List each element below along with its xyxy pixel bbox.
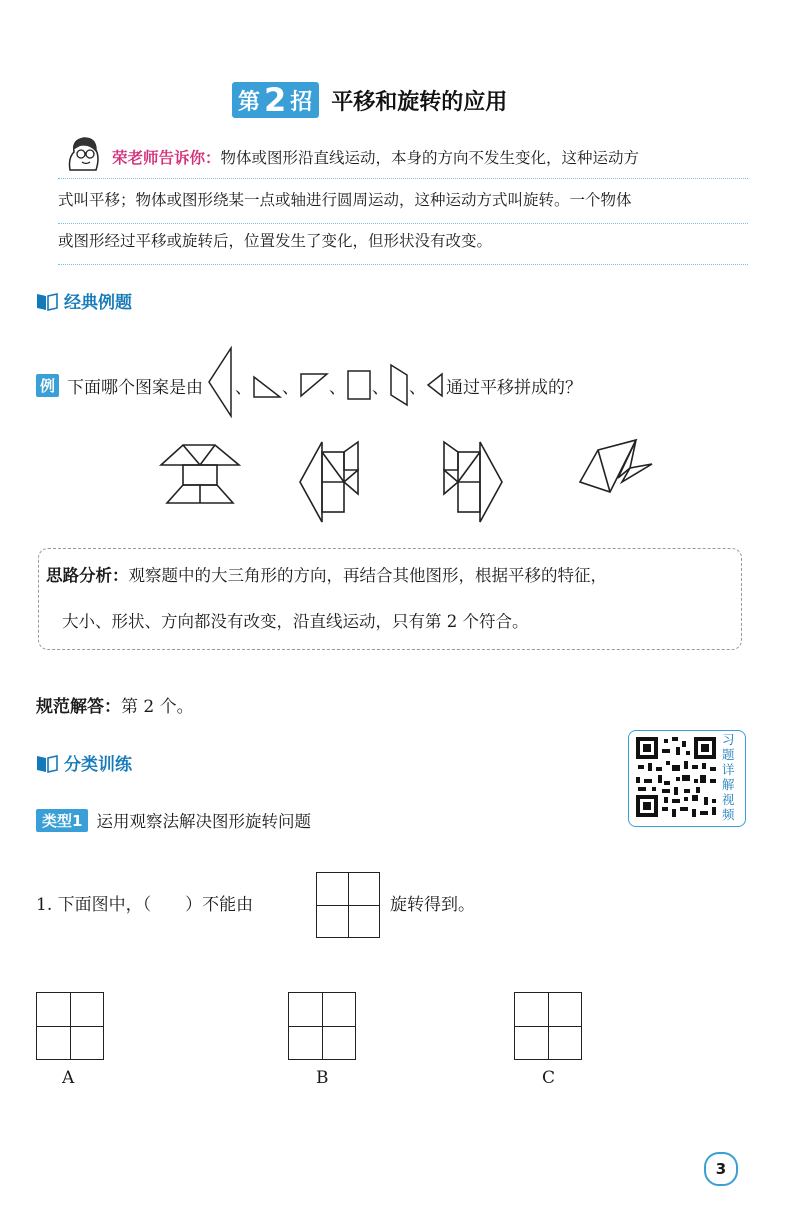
- example-question-pre: 下面哪个图案是由: [67, 377, 204, 398]
- example-figure-2: [298, 440, 360, 524]
- title-badge: [232, 82, 319, 118]
- example-question-post: 通过平移拼成的？: [446, 377, 583, 398]
- answer-label: 规范解答：: [36, 697, 121, 717]
- section-example-title: 经典例题: [64, 293, 132, 313]
- type1-badge: 类型1: [36, 809, 88, 832]
- option-b-figure[interactable]: [288, 992, 356, 1060]
- shape-right-triangle-icon: [252, 375, 282, 399]
- section-example-header: [36, 288, 132, 313]
- example-sep-2: 、: [282, 377, 300, 398]
- analysis-text-1: 观察题中的大三角形的方向，再结合其他图形，根据平移的特征，: [128, 566, 607, 585]
- option-a-label: A: [62, 1068, 75, 1088]
- title-badge-number: 2: [264, 81, 288, 119]
- shape-parallelogram-icon: [389, 363, 409, 407]
- tip-line-3: 或图形经过平移或旋转后，位置发生了变化，但形状没有改变。: [58, 232, 493, 250]
- tip-line-2: 式叫平移；物体或图形绕某一点或轴进行圆周运动，这种运动方式叫旋转。一个物体: [58, 191, 632, 209]
- qr-code-icon[interactable]: [634, 735, 718, 819]
- tip-label: 荣老师告诉你：: [112, 149, 221, 167]
- example-sep-3: 、: [329, 377, 347, 398]
- analysis-line-1: [46, 550, 736, 602]
- page-number: 3: [704, 1152, 738, 1186]
- example-figure-4: [578, 438, 654, 498]
- answer-line: [36, 692, 194, 717]
- example-sep-4: 、: [372, 377, 390, 398]
- teacher-avatar-icon: [62, 130, 106, 174]
- option-c-figure[interactable]: [514, 992, 582, 1060]
- title-text: 平移和旋转的应用: [331, 89, 508, 115]
- tip-underline-3: [58, 264, 748, 265]
- book-icon: [36, 753, 58, 773]
- example-sep-1: 、: [235, 377, 253, 398]
- example-sep-5: 、: [409, 377, 427, 398]
- analysis-line-2: 大小、形状、方向都没有改变，沿直线运动，只有第 2 个符合。: [62, 612, 529, 631]
- question1-text-post: 旋转得到。: [390, 895, 475, 915]
- tip-line-1: [112, 136, 752, 180]
- shape-corner-triangle-icon: [299, 372, 329, 398]
- question1-text-pre: 1. 下面图中，（ ）不能由: [36, 895, 254, 915]
- example-badge: 例: [36, 374, 59, 397]
- example-question: [36, 352, 582, 418]
- shape-big-triangle-icon: [207, 346, 235, 418]
- shape-small-triangle-icon: [426, 372, 444, 398]
- title-badge-pre: 第: [238, 89, 262, 115]
- type1-header: [36, 808, 311, 832]
- book-icon: [36, 291, 58, 311]
- analysis-label: 思路分析：: [46, 566, 129, 585]
- section-training-title: 分类训练: [64, 755, 132, 775]
- page-title: [232, 80, 507, 120]
- example-figure-3: [442, 440, 504, 524]
- section-training-header: [36, 750, 132, 775]
- tip-text-1: 物体或图形沿直线运动，本身的方向不发生变化，这种运动方: [220, 149, 640, 167]
- option-a-figure[interactable]: [36, 992, 104, 1060]
- title-badge-post: 招: [290, 89, 314, 115]
- qr-label: 习题详解视频: [722, 732, 735, 822]
- type1-text: 运用观察法解决图形旋转问题: [96, 812, 311, 831]
- option-b-label: B: [316, 1068, 329, 1088]
- option-c-label: C: [542, 1068, 556, 1088]
- question1-square-figure: [316, 872, 380, 938]
- answer-text: 第 2 个。: [121, 697, 194, 717]
- shape-rectangle-icon: [346, 369, 372, 401]
- example-figure-1: [155, 435, 245, 507]
